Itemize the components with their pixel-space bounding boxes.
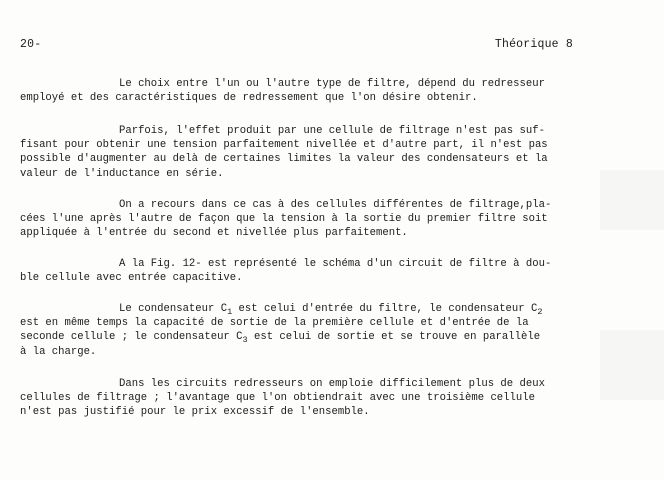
text-line: à la charge. (20, 345, 97, 358)
text-line: n'est pas justifié pour le prix excessif de l'ensemble. (20, 406, 370, 419)
page-header-title: Théorique 8 (494, 38, 573, 51)
subscript: 3 (242, 335, 248, 346)
paragraph-1 (20, 77, 600, 105)
text-line: seconde cellule ; le condensateur $C_3$ est celui de sortie et se trouve en parallèle (20, 331, 541, 346)
text-line: fisant pour obtenir une tension parfaitement nivellée et d'autre part, il n'est pas (20, 139, 548, 152)
paragraph-2 (20, 124, 600, 181)
text-line: appliquée à l'entrée du second et nivellée plus parfaitement. (20, 227, 408, 240)
text-line: valeur de l'inductance en série. (20, 167, 224, 180)
paragraph-4 (20, 257, 600, 285)
paragraph-3 (20, 198, 600, 241)
paragraph-6 (20, 377, 600, 420)
text-line: Le condensateur $C_1$ est celui d'entrée du filtre, le condensateur $C_2$ (119, 303, 543, 317)
scan-shade (600, 170, 664, 230)
subscript: 2 (537, 307, 543, 317)
text-line: Dans les circuits redresseurs on emploie difficilement plus de deux (119, 378, 545, 390)
text-line: est en même temps la capacité de sortie de la première cellule et d'entrée de la (20, 317, 529, 330)
scan-shade (600, 330, 664, 400)
text-line: cées l'une après l'autre de façon que la tension à la sortie du premier filtre soit (20, 213, 548, 226)
text-line: ble cellule avec entrée capacitive. (20, 272, 243, 285)
page-number: 20- (20, 38, 42, 51)
paragraph-5 (20, 302, 600, 359)
text-line: possible d'augmenter au delà de certaines limites la valeur des condensateurs et la (20, 153, 548, 166)
text-line: Le choix entre l'un ou l'autre type de filtre, dépend du redresseur (119, 78, 545, 90)
text-line: cellules de filtrage ; l'avantage que l'on obtiendrait avec une troisième cellule (20, 392, 535, 405)
text-line: A la Fig. 12- est représenté le schéma d'un circuit de filtre à dou- (119, 258, 552, 270)
text-line: Parfois, l'effet produit par une cellule de filtrage n'est pas suf- (119, 125, 545, 137)
subscript: 1 (227, 307, 233, 317)
text-line: employé et des caractéristiques de redressement que l'on désire obtenir. (20, 92, 478, 105)
text-line: On a recours dans ce cas à des cellules différentes de filtrage,pla- (119, 199, 552, 211)
